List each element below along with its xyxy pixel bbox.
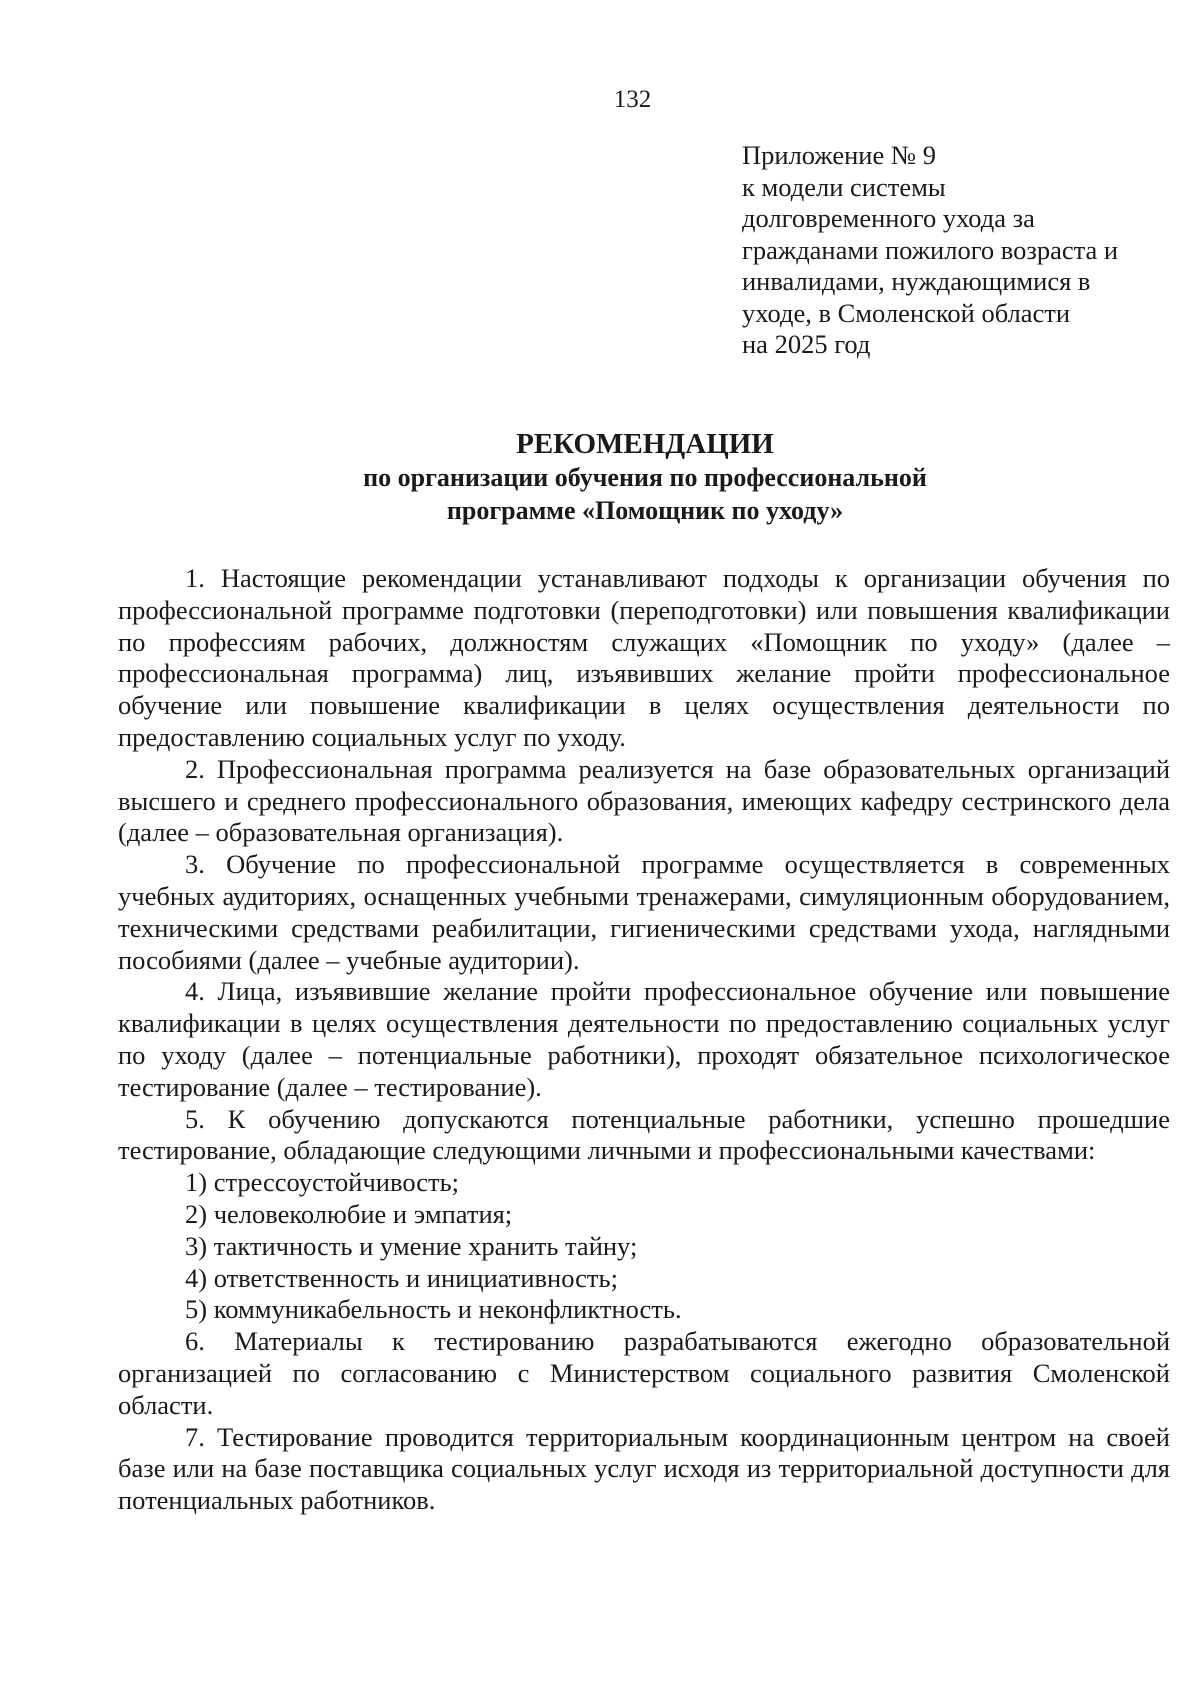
- quality-item: 5) коммуникабельность и неконфликтность.: [185, 1294, 682, 1325]
- title-sub-line: по организации обучения по профессиональной: [363, 463, 927, 492]
- quality-item: 4) ответственность и инициативность;: [185, 1262, 618, 1293]
- paragraph-6: 6. Материалы к тестированию разрабатываются ежегодно образовательной организацией по согласованию с Министерством социального развития Смоленской области.: [118, 1326, 1170, 1420]
- appendix-line: уходе, в Смоленской области: [742, 297, 1071, 328]
- title-main: РЕКОМЕНДАЦИИ: [516, 428, 774, 460]
- appendix-line: на 2025 год: [742, 329, 871, 359]
- appendix-line: долговременного ухода за: [742, 203, 1035, 233]
- document-title: [120, 427, 1170, 527]
- appendix-line: к модели системы: [742, 171, 946, 202]
- appendix-line: гражданами пожилого возраста и: [742, 234, 1119, 265]
- paragraph-4: 4. Лица, изъявившие желание пройти профессиональное обучение или повышение квалификации в целях осуществления деятельности по предоставлению социальных услуг по уходу (далее – потенциальные работники), проходят обязательное психологическое тестирование (далее – тестирование).: [118, 976, 1170, 1102]
- paragraph-7: 7. Тестирование проводится территориальным координационным центром на своей базе или на базе поставщика социальных услуг исходя из территориальной доступности для потенциальных работников.: [118, 1421, 1170, 1516]
- appendix-line: Приложение № 9: [742, 140, 937, 170]
- paragraph-1: 1. Настоящие рекомендации устанавливают подходы к организации обучения по профессиональной программе подготовки (переподготовки) или повышения квалификации по профессиям рабочих, должностям служащих «Помощник по уходу» (далее – профессиональная программа) лиц, изъявивших желание пройти профессиональное обучение или повышение квалификации в целях осуществления деятельности по предоставлению социальных услуг по уходу.: [118, 563, 1170, 752]
- page-number: 132: [613, 86, 652, 113]
- paragraph-2: 2. Профессиональная программа реализуется на базе образовательных организаций высшего и среднего профессионального образования, имеющих кафедру сестринского дела (далее – образовательная организация).: [118, 753, 1170, 848]
- appendix-header: [742, 140, 1172, 361]
- appendix-line: инвалидами, нуждающимися в: [742, 266, 1091, 296]
- paragraph-3: 3. Обучение по профессиональной программе осуществляется в современных учебных аудиториях, оснащенных учебными тренажерами, симуляционным оборудованием, техническими средствами реабилитации, гигиеническими средствами ухода, наглядными пособиями (далее – учебные аудитории).: [118, 849, 1170, 975]
- quality-item: 1) стрессоустойчивость;: [185, 1167, 460, 1198]
- paragraph-5: 5. К обучению допускаются потенциальные работники, успешно прошедшие тестирование, обладающие следующими личными и профессиональными качествами:: [118, 1103, 1170, 1166]
- quality-item: 3) тактичность и умение хранить тайну;: [185, 1230, 638, 1261]
- quality-item: 2) человеколюбие и эмпатия;: [185, 1198, 513, 1229]
- document-body: [118, 563, 1170, 1517]
- title-sub-line: программе «Помощник по уходу»: [446, 496, 844, 525]
